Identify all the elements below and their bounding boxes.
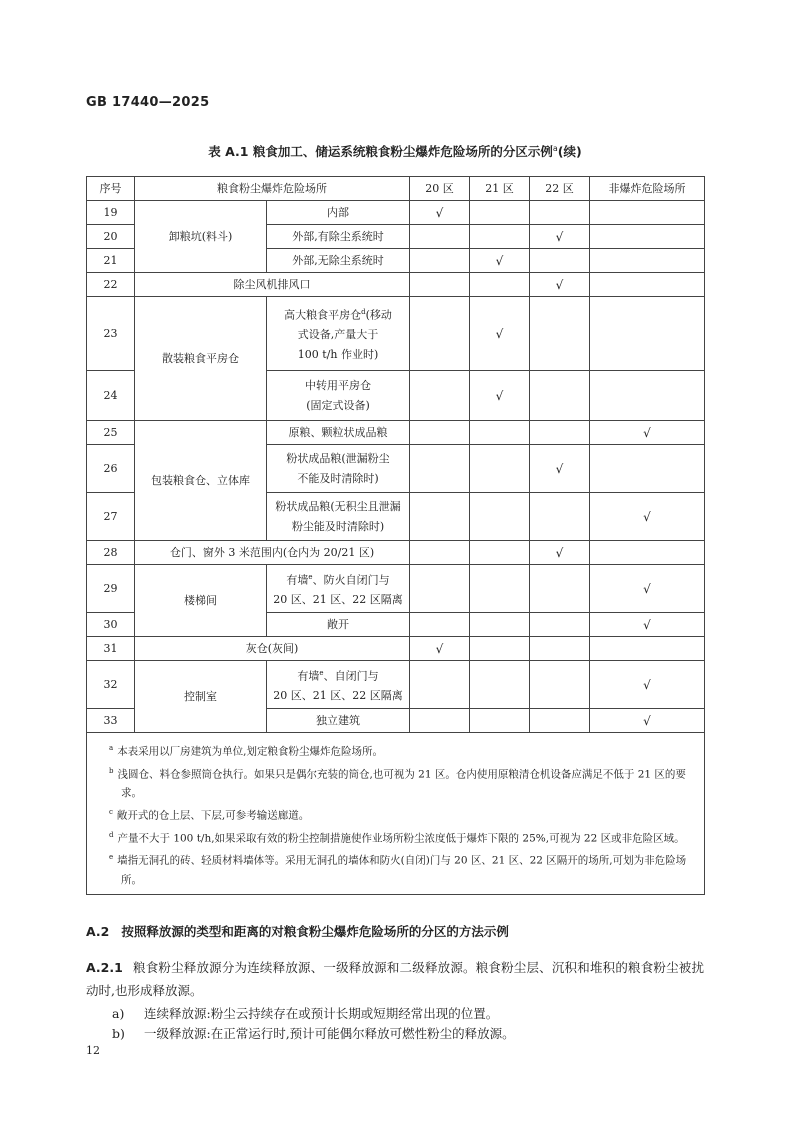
table-row [87,541,705,565]
row-location: 原粮、颗粒状成品粮 [267,421,410,445]
check-mark: √ [590,493,705,541]
page-number: 12 [86,1044,100,1057]
row-location: 除尘风机排风口 [135,273,410,297]
header-location: 粮食粉尘爆炸危险场所 [135,177,410,201]
header-zone-21: 21 区 [470,177,530,201]
row-no: 27 [87,493,135,541]
check-mark: √ [530,225,590,249]
row-no: 20 [87,225,135,249]
table-title: 表 A.1 粮食加工、储运系统粮食粉尘爆炸危险场所的分区示例$^a$(续) [208,143,582,159]
row-no: 22 [87,273,135,297]
table-row [87,637,705,661]
check-mark: √ [410,201,470,225]
footnote-e: $^e$ 墙指无洞孔的砖、轻质材料墙体等。采用无洞孔的墙体和防火(自闭)门与 20 区、21 区、22 区隔开的场所,可划为非危险场所。 [109,853,687,886]
header-zone-22: 22 区 [530,177,590,201]
row-location: 有墙$^e$、防火自闭门与 20 区、21 区、22 区隔离 [267,565,410,613]
check-mark: √ [530,273,590,297]
zone-classification-table [86,176,705,895]
row-no: 23 [87,297,135,371]
list-item: a) 连续释放源:粉尘云持续存在或预计长期或短期经常出现的位置。 [112,1006,499,1021]
header-non-hazardous: 非爆炸危险场所 [590,177,705,201]
row-no: 24 [87,371,135,421]
check-mark: √ [530,445,590,493]
header-no: 序号 [87,177,135,201]
check-mark: √ [590,613,705,637]
table-header-row [87,177,705,201]
group-bulk-warehouse: 散装粮食平房仓 [135,297,267,421]
group-stairwell: 楼梯间 [135,565,267,637]
table-notes [87,733,705,895]
row-location: 高大粮食平房仓$^d$(移动 式设备,产量大于 100 t/h 作业时) [267,297,410,371]
row-location: 粉状成品粮(无积尘且泄漏 粉尘能及时清除时) [267,493,410,541]
row-location: 外部,有除尘系统时 [267,225,410,249]
row-location: 中转用平房仓 (固定式设备) [267,371,410,421]
check-mark: √ [470,371,530,421]
check-mark: √ [410,637,470,661]
row-location: 外部,无除尘系统时 [267,249,410,273]
row-no: 33 [87,709,135,733]
table-row [87,421,705,445]
footnote-b: $^b$ 浅圆仓、料仓参照筒仓执行。如果只是偶尔充装的筒仓,也可视为 21 区。仓内使用原粮清仓机设备应满足不低于 21 区的要求。 [109,766,686,799]
check-mark: √ [590,565,705,613]
header-zone-20: 20 区 [410,177,470,201]
clause-paragraph: A.2.1 粮食粉尘释放源分为连续释放源、一级释放源和二级释放源。粮食粉尘层、沉积和堆积的粮食粉尘被扰动时,也形成释放源。 [86,960,704,998]
table-row [87,661,705,709]
row-location: 粉状成品粮(泄漏粉尘 不能及时清除时) [267,445,410,493]
table-notes-row [87,733,705,895]
group-unloading-pit: 卸粮坑(料斗) [135,201,267,273]
row-location: 灰仓(灰间) [135,637,410,661]
row-location: 有墙$^e$、自闭门与 20 区、21 区、22 区隔离 [267,661,410,709]
footnote-c: $^c$ 敞开式的仓上层、下层,可参考输送廊道。 [109,808,310,822]
row-no: 30 [87,613,135,637]
check-mark: √ [470,297,530,371]
standard-number: GB 17440—2025 [86,95,210,110]
check-mark: √ [590,709,705,733]
row-location: 仓门、窗外 3 米范围内(仓内为 20/21 区) [135,541,410,565]
footnote-a: $^a$ 本表采用以厂房建筑为单位,划定粮食粉尘爆炸危险场所。 [109,744,384,758]
section-heading: A.2 按照释放源的类型和距离的对粮食粉尘爆炸危险场所的分区的方法示例 [86,924,509,939]
row-location: 敞开 [267,613,410,637]
row-no: 19 [87,201,135,225]
row-location: 内部 [267,201,410,225]
list-item: b) 一级释放源:在正常运行时,预计可能偶尔释放可燃性粉尘的释放源。 [112,1026,515,1041]
table-row [87,297,705,371]
row-no: 26 [87,445,135,493]
table-row [87,565,705,613]
table-row [87,201,705,225]
table-row [87,273,705,297]
check-mark: √ [470,249,530,273]
row-no: 25 [87,421,135,445]
row-no: 31 [87,637,135,661]
row-no: 29 [87,565,135,613]
row-no: 32 [87,661,135,709]
check-mark: √ [590,421,705,445]
row-location: 独立建筑 [267,709,410,733]
group-packaged-warehouse: 包装粮食仓、立体库 [135,421,267,541]
check-mark: √ [530,541,590,565]
row-no: 21 [87,249,135,273]
group-control-room: 控制室 [135,661,267,733]
check-mark: √ [590,661,705,709]
row-no: 28 [87,541,135,565]
footnote-d: $^d$ 产量不大于 100 t/h,如果采取有效的粉尘控制措施使作业场所粉尘浓度低于爆炸下限的 25%,可视为 22 区或非危险区域。 [109,830,685,844]
